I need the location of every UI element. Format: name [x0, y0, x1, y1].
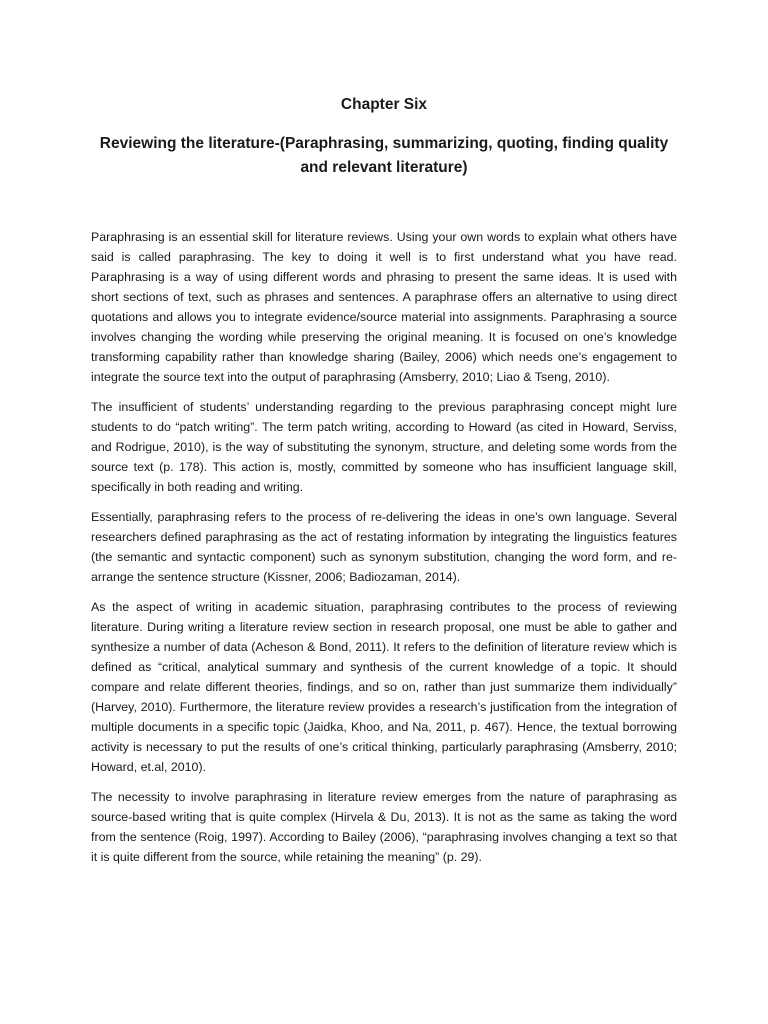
paragraph: As the aspect of writing in academic situation, paraphrasing contributes to the process of reviewing literature. During writing a literature review section in research proposal, one must be able to gather and synthesize a number of data (Acheson & Bond, 2011). It refers to the definition of literature review which is defined as “critical, analytical summary and synthesis of the current knowledge of a topic. It should compare and relate different theories, findings, and so on, rather than just summarize them individually” (Harvey, 2010). Furthermore, the literature review provides a research’s justification from the integration of multiple documents in a specific topic (Jaidka, Khoo, and Na, 2011, p. 467). Hence, the textual borrowing activity is necessary to put the results of one’s critical thinking, particularly paraphrasing (Amsberry, 2010; Howard, et.al, 2010).: [91, 600, 677, 774]
paragraph: Paraphrasing is an essential skill for literature reviews. Using your own words to explain what others have said is called paraphrasing. The key to doing it well is to first understand what you have read. Paraphrasing is a way of using different words and phrasing to present the same ideas. It is used with short sections of text, such as phrases and sentences. A paraphrase offers an alternative to using direct quotations and allows you to integrate evidence/source material into assignments. Paraphrasing a source involves changing the wording while preserving the original meaning. It is focused on one’s knowledge transforming capability rather than knowledge sharing (Bailey, 2006) which needs one’s engagement to integrate the source text into the output of paraphrasing (Amsberry, 2010; Liao & Tseng, 2010).: [91, 230, 677, 384]
paragraph: Essentially, paraphrasing refers to the process of re-delivering the ideas in one’s own language. Several researchers defined paraphrasing as the act of restating information by integrating the linguistics features (the semantic and syntactic component) such as synonym substitution, changing the word form, and re-arrange the sentence structure (Kissner, 2006; Badiozaman, 2014).: [91, 510, 677, 584]
section-title: Reviewing the literature-(Paraphrasing, summarizing, quoting, finding quality and relevant literature): [99, 135, 669, 176]
chapter-title: Chapter Six: [340, 96, 428, 113]
paragraph: The necessity to involve paraphrasing in literature review emerges from the nature of paraphrasing as source-based writing that is quite complex (Hirvela & Du, 2013). It is not as the same as taking the word from the sentence (Roig, 1997). According to Bailey (2006), “paraphrasing involves changing a text so that it is quite different from the source, while retaining the meaning” (p. 29).: [91, 790, 677, 864]
paragraph: The insufficient of students’ understanding regarding to the previous paraphrasing concept might lure students to do “patch writing”. The term patch writing, according to Howard (as cited in Howard, Serviss, and Rodrigue, 2010), is the way of substituting the synonym, structure, and deleting some words from the source text (p. 178). This action is, mostly, committed by someone who has insufficient language skill, specifically in both reading and writing.: [91, 400, 677, 494]
document-body: [91, 227, 677, 877]
